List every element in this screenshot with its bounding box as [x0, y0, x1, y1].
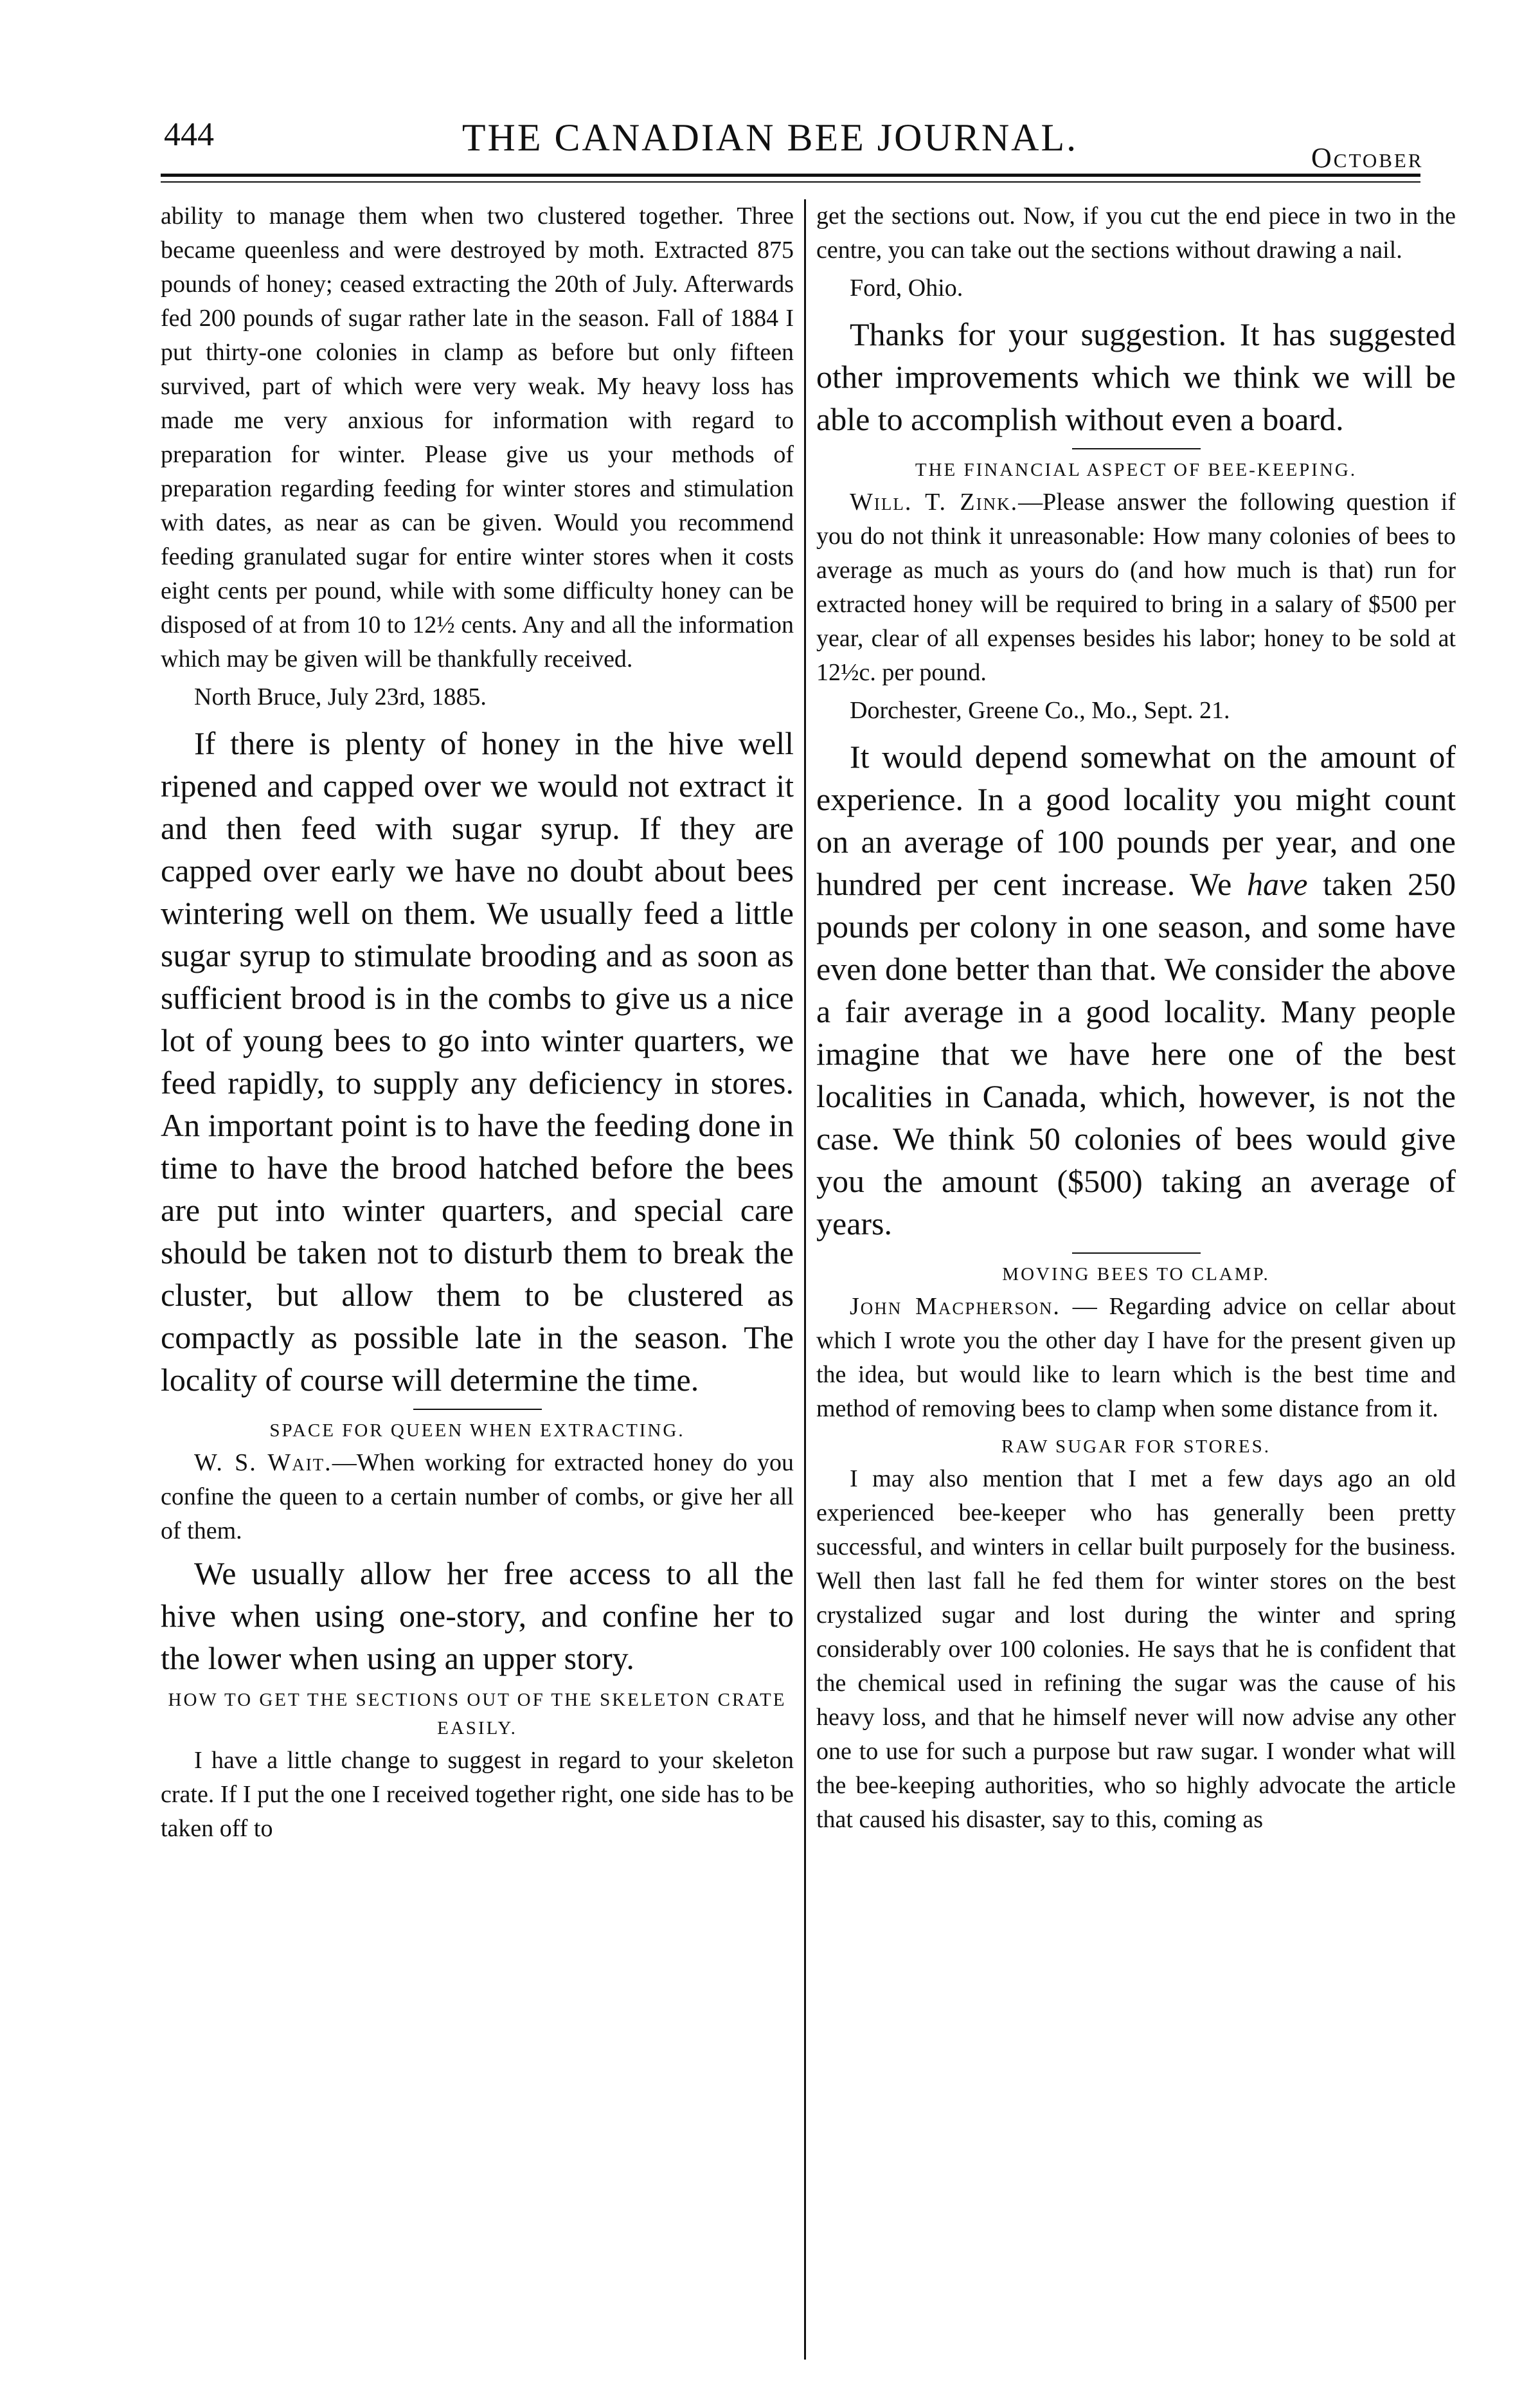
section-heading: HOW TO GET THE SECTIONS OUT OF THE SKELETON CRATE EASILY.	[168, 1690, 787, 1738]
question-text: I have a little change to suggest in regard to your skeleton crate. If I put the one I received together right, one side has to be taken off to	[161, 1747, 794, 1842]
column-divider	[804, 199, 806, 2360]
correspondent-name: W. S. Wait.	[194, 1449, 332, 1476]
letter-place-date: Dorchester, Greene Co., Mo., Sept. 21.	[850, 697, 1230, 724]
journal-title: THE CANADIAN BEE JOURNAL.	[461, 116, 1079, 159]
page-number: 444	[164, 116, 214, 153]
section-heading: RAW SUGAR FOR STORES.	[1001, 1436, 1271, 1457]
reply-part: taken 250 pounds per colony in one season, and some have even done better than that. We consider the above a fair average in a good locality. Many people imagine that we have here one of the best localities in Canada, which, however, is not the case. We think 50 colonies of bees would give you the amount ($500) taking an average of years.	[816, 866, 1456, 1242]
section-divider	[1072, 1252, 1201, 1254]
page-header	[0, 116, 1540, 174]
question-text	[161, 1446, 794, 1548]
question-text	[816, 1290, 1456, 1426]
editor-reply	[816, 736, 1456, 1245]
section-heading: SPACE FOR QUEEN WHEN EXTRACTING.	[269, 1420, 685, 1441]
letter-place: Ford, Ohio.	[850, 275, 963, 302]
issue-month: October	[1311, 142, 1424, 174]
reply-emphasis: have	[1247, 866, 1308, 902]
section-divider	[413, 1409, 542, 1410]
correspondent-name: John Macpherson.	[850, 1293, 1061, 1320]
left-column	[161, 199, 794, 2372]
editor-reply: Thanks for your suggestion. It has suggested other improvements which we think we will be able to accomplish without even a board.	[816, 316, 1456, 437]
correspondent-name: Will. T. Zink.	[850, 489, 1019, 516]
question-body: — Regarding advice on cellar about which I wrote you the other day I have for the present given up the idea, but would like to learn which is the best time and method of removing bees to clamp when some distance from it.	[816, 1293, 1456, 1422]
right-column	[816, 199, 1456, 2372]
reply-part: It would depend somewhat on the amount of experience. In a good locality you might count on an average of 100 pounds per year, and one hundred per cent increase. We	[816, 739, 1456, 902]
question-text	[816, 485, 1456, 690]
section-heading: MOVING BEES TO CLAMP.	[1002, 1264, 1270, 1285]
editor-reply: We usually allow her free access to all the hive when using one-story, and confine her to the lower when using an upper story.	[161, 1555, 794, 1676]
section-heading: THE FINANCIAL ASPECT OF BEE-KEEPING.	[915, 460, 1357, 480]
question-body: —When working for extracted honey do you confine the queen to a certain number of combs, or give her all of them.	[161, 1449, 794, 1544]
section-divider	[1072, 448, 1201, 449]
letter-place-date: North Bruce, July 23rd, 1885.	[194, 683, 487, 710]
question-text: I may also mention that I met a few days ago an old experienced bee-keeper who has generally been pretty successful, and winters in cellar built purposely for the business. Well then last fall he fed them for winter stores on the best crystalized sugar and lost during the winter and spring considerably over 100 colonies. He says that he is confident that the chemical used in refining the sugar was the cause of his heavy loss, and that he himself never will now advise any other one to use for such a purpose but raw sugar. I wonder what will the bee-keeping authorities, who so highly advocate the article that caused his disaster, say to this, coming as	[816, 1465, 1456, 1833]
question-text-continued: get the sections out. Now, if you cut the end piece in two in the centre, you can take out the sections without drawing a nail.	[816, 203, 1456, 264]
header-rule-thin	[161, 181, 1420, 183]
editor-reply: If there is plenty of honey in the hive well ripened and capped over we would not extract it and then feed with sugar syrup. If they are capped over early we have no doubt about bees wintering well on them. We usually feed a little sugar syrup to stimulate brooding and as soon as sufficient brood is in the combs to give us a nice lot of young bees to go into winter quarters, we feed rapidly, to supply any deficiency in stores. An important point is to have the feeding done in time to have the brood hatched before the bees are put into winter quarters, and special care should be taken not to disturb them to break the cluster, but allow them to be clustered as compactly as possible late in the season. The locality of course will determine the time.	[161, 725, 794, 1398]
letter-text: ability to manage them when two clustered together. Three became queenless and were destroyed by moth. Extracted 875 pounds of honey; ceased extracting the 20th of July. Afterwards fed 200 pounds of sugar rather late in the season. Fall of 1884 I put thirty-one colonies in clamp as before but only fifteen survived, part of which were very weak. My heavy loss has made me very anxious for information with regard to preparation for winter. Please give us your methods of preparation regarding feeding for winter stores and stimulation with dates, as near as can be given. Would you recommend feeding granulated sugar for entire winter stores when it costs eight cents per pound, while with some difficulty honey can be disposed of at from 10 to 12½ cents. Any and all the information which may be given will be thankfully received.	[161, 203, 794, 673]
header-rule-thick	[161, 174, 1420, 177]
question-body: —Please answer the following question if you do not think it unreasonable: How many colonies of bees to average as much as yours do (and how much is that) run for extracted honey will be required to bring in a salary of $500 per year, clear of all expenses besides his labor; honey to be sold at 12½c. per pound.	[816, 489, 1456, 686]
